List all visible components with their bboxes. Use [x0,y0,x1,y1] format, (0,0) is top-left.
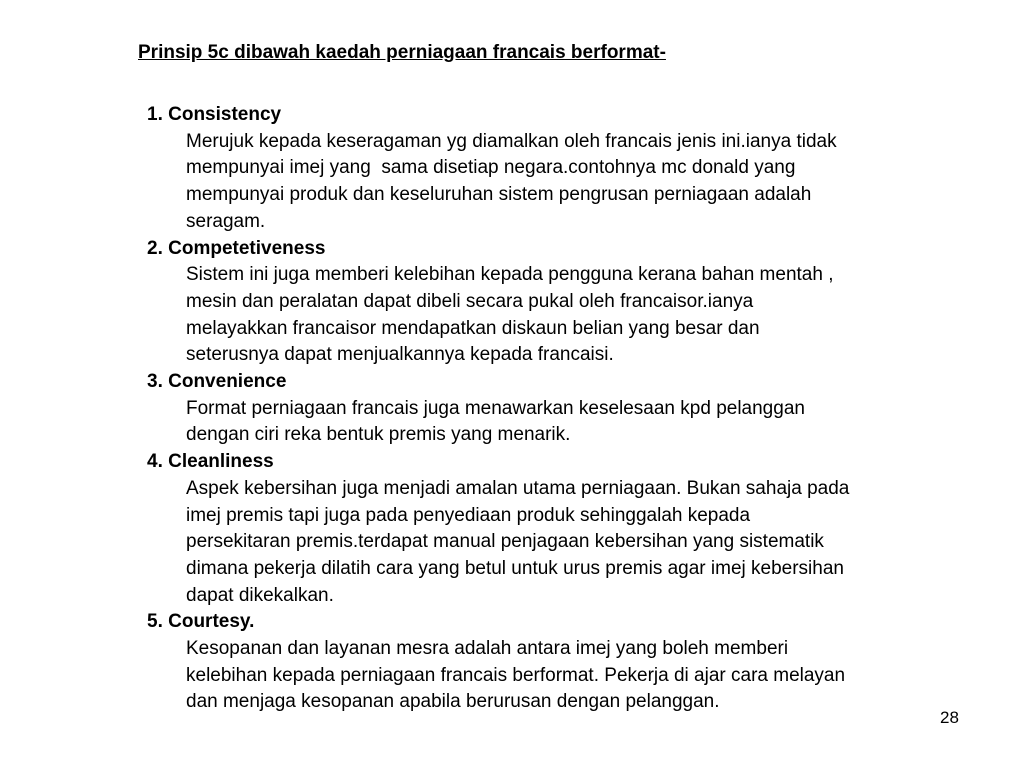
item-heading: 2. Competetiveness [147,237,326,259]
item-text-line: seragam. [186,210,266,232]
item-text-line: dapat dikekalkan. [186,584,334,606]
item-heading: 4. Cleanliness [147,451,274,473]
list-item-competetiveness [147,236,997,370]
item-text-line: Sistem ini juga memberi kelebihan kepada pengguna kerana bahan mentah , [186,264,834,286]
item-text-line: Aspek kebersihan juga menjadi amalan utama perniagaan. Bukan sahaja pada [186,477,850,499]
item-heading: 5. Courtesy. [147,611,255,633]
item-text-line: melayakkan francaisor mendapatkan diskaun belian yang besar dan [186,317,760,339]
item-text-line: Merujuk kepada keseragaman yg diamalkan oleh francais jenis ini.ianya tidak [186,130,837,152]
slide-title: Prinsip 5c dibawah kaedah perniagaan francais berformat- [138,42,666,63]
item-text-line: persekitaran premis.terdapat manual penjagaan kebersihan yang sistematik [186,531,824,553]
principles-list [147,102,997,716]
page-number: 28 [940,708,959,727]
item-text-line: dan menjaga kesopanan apabila berurusan dengan pelanggan. [186,691,720,713]
item-text-line: mempunyai produk dan keseluruhan sistem pengrusan perniagaan adalah [186,184,812,206]
item-text-line: Kesopanan dan layanan mesra adalah antara imej yang boleh memberi [186,638,789,660]
list-item-cleanliness [147,449,997,609]
item-text-line: dimana pekerja dilatih cara yang betul untuk urus premis agar imej kebersihan [186,557,844,579]
list-item-consistency [147,102,997,236]
item-text-line: imej premis tapi juga pada penyediaan produk sehinggalah kepada [186,504,751,526]
list-item-courtesy [147,609,997,716]
item-text-line: kelebihan kepada perniagaan francais berformat. Pekerja di ajar cara melayan [186,664,846,686]
item-text-line: Format perniagaan francais juga menawarkan keselesaan kpd pelanggan [186,397,805,419]
item-heading: 1. Consistency [147,104,282,125]
item-text-line: dengan ciri reka bentuk premis yang menarik. [186,424,571,446]
list-item-convenience [147,369,997,449]
item-text-line: seterusnya dapat menjualkannya kepada francaisi. [186,344,614,366]
item-text-line: mesin dan peralatan dapat dibeli secara pukal oleh francaisor.ianya [186,290,754,312]
item-text-line: mempunyai imej yang sama disetiap negara.contohnya mc donald yang [186,157,796,179]
item-heading: 3. Convenience [147,371,287,393]
